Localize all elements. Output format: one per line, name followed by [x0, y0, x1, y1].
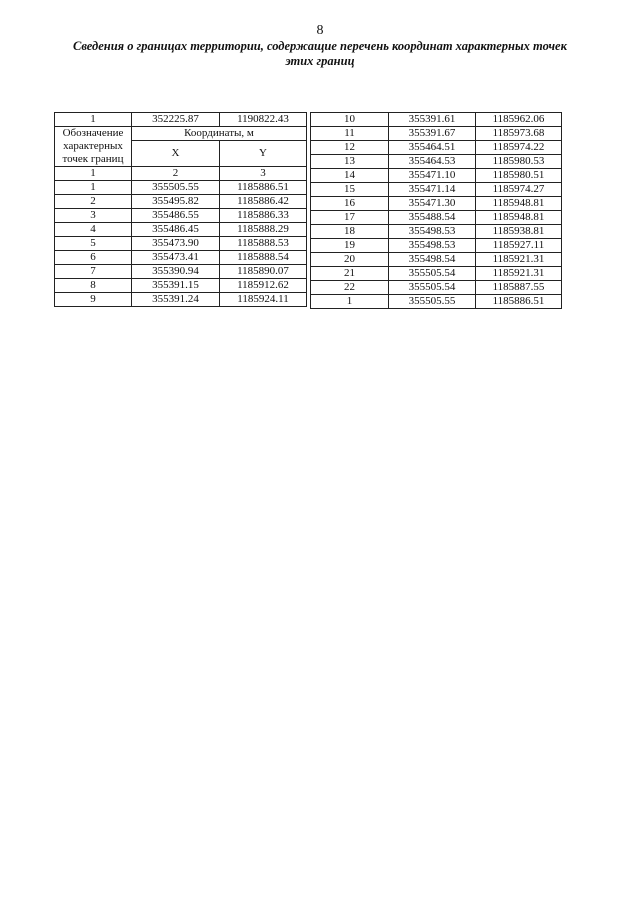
- x-value: 355505.54: [389, 281, 476, 295]
- x-value: 355390.94: [132, 265, 220, 279]
- y-value: 1185888.29: [220, 223, 307, 237]
- y-value: 1185921.31: [476, 267, 562, 281]
- point-number: 4: [55, 223, 132, 237]
- coordinates-table-right: [310, 112, 562, 309]
- x-value: 355495.82: [132, 195, 220, 209]
- point-number: 2: [55, 195, 132, 209]
- page-title-line-1: Сведения о границах территории, содержащие перечень координат характерных точек: [73, 39, 567, 53]
- designation-header-line-1: Обозначение: [62, 127, 124, 139]
- y-value: 1185912.62: [220, 279, 307, 293]
- y-value: 1185974.27: [476, 183, 562, 197]
- y-value: 1185980.51: [476, 169, 562, 183]
- table-header-row: [55, 127, 307, 141]
- y-value: 1185962.06: [476, 113, 562, 127]
- x-value: 355471.10: [389, 169, 476, 183]
- y-header: Y: [220, 141, 307, 167]
- table-row: [55, 251, 307, 265]
- x-value: 355498.53: [389, 225, 476, 239]
- table-row: [311, 239, 562, 253]
- point-number: 10: [311, 113, 389, 127]
- table-row: [311, 253, 562, 267]
- column-number: 2: [132, 167, 220, 181]
- y-value: 1185948.81: [476, 211, 562, 225]
- table-row: [311, 155, 562, 169]
- x-header: X: [132, 141, 220, 167]
- table-row: [55, 237, 307, 251]
- point-number: 14: [311, 169, 389, 183]
- x-value: 355505.55: [389, 295, 476, 309]
- point-number: 1: [55, 181, 132, 195]
- table-row: [311, 127, 562, 141]
- column-number: 3: [220, 167, 307, 181]
- table-row: [55, 195, 307, 209]
- point-number: 11: [311, 127, 389, 141]
- y-value: 1185888.54: [220, 251, 307, 265]
- x-value: 355486.55: [132, 209, 220, 223]
- page-title: [60, 39, 580, 69]
- x-value: 355473.90: [132, 237, 220, 251]
- point-number: 17: [311, 211, 389, 225]
- y-value: 1185980.53: [476, 155, 562, 169]
- point-number: 7: [55, 265, 132, 279]
- point-number: 20: [311, 253, 389, 267]
- point-number: 6: [55, 251, 132, 265]
- table-row: [55, 181, 307, 195]
- table-row: [55, 113, 307, 127]
- column-number: 1: [55, 167, 132, 181]
- y-value: 1185888.53: [220, 237, 307, 251]
- table-row: [311, 295, 562, 309]
- table-row: [311, 141, 562, 155]
- table-cell: 1: [55, 113, 132, 127]
- y-value: 1185973.68: [476, 127, 562, 141]
- point-number: 18: [311, 225, 389, 239]
- table-row: [55, 293, 307, 307]
- table-row: [311, 113, 562, 127]
- y-value: 1185886.51: [220, 181, 307, 195]
- page-number: 8: [316, 23, 324, 38]
- y-value: 1185886.42: [220, 195, 307, 209]
- y-value: 1185921.31: [476, 253, 562, 267]
- table-row: [55, 209, 307, 223]
- table-cell: 352225.87: [132, 113, 220, 127]
- point-number: 13: [311, 155, 389, 169]
- table-row: [55, 279, 307, 293]
- designation-header-line-3: точек границ: [62, 153, 124, 165]
- table-row: [311, 197, 562, 211]
- x-value: 355464.53: [389, 155, 476, 169]
- x-value: 355498.53: [389, 239, 476, 253]
- x-value: 355486.45: [132, 223, 220, 237]
- table-row: [311, 225, 562, 239]
- x-value: 355505.54: [389, 267, 476, 281]
- x-value: 355505.55: [132, 181, 220, 195]
- y-value: 1185886.33: [220, 209, 307, 223]
- x-value: 355464.51: [389, 141, 476, 155]
- coordinates-header: Координаты, м: [132, 127, 307, 141]
- point-number: 15: [311, 183, 389, 197]
- table-row: [311, 183, 562, 197]
- x-value: 355471.14: [389, 183, 476, 197]
- point-number: 19: [311, 239, 389, 253]
- point-number: 16: [311, 197, 389, 211]
- point-number: 1: [311, 295, 389, 309]
- x-value: 355473.41: [132, 251, 220, 265]
- y-value: 1185927.11: [476, 239, 562, 253]
- x-value: 355488.54: [389, 211, 476, 225]
- point-number: 21: [311, 267, 389, 281]
- table-row: [311, 211, 562, 225]
- point-number: 12: [311, 141, 389, 155]
- table-row: [55, 265, 307, 279]
- table-row: [55, 223, 307, 237]
- x-value: 355471.30: [389, 197, 476, 211]
- x-value: 355391.67: [389, 127, 476, 141]
- x-value: 355498.54: [389, 253, 476, 267]
- point-number: 9: [55, 293, 132, 307]
- y-value: 1185890.07: [220, 265, 307, 279]
- page-title-line-2: этих границ: [285, 54, 355, 68]
- point-number: 5: [55, 237, 132, 251]
- coordinates-table-left: [54, 112, 307, 307]
- y-value: 1185948.81: [476, 197, 562, 211]
- point-number: 3: [55, 209, 132, 223]
- x-value: 355391.15: [132, 279, 220, 293]
- y-value: 1185974.22: [476, 141, 562, 155]
- table-row: [311, 267, 562, 281]
- point-number: 8: [55, 279, 132, 293]
- designation-header: [55, 127, 132, 167]
- designation-header-line-2: характерных: [63, 140, 123, 152]
- y-value: 1185886.51: [476, 295, 562, 309]
- table-row: [311, 169, 562, 183]
- x-value: 355391.61: [389, 113, 476, 127]
- y-value: 1185938.81: [476, 225, 562, 239]
- table-row: [311, 281, 562, 295]
- column-number-row: [55, 167, 307, 181]
- y-value: 1185887.55: [476, 281, 562, 295]
- y-value: 1185924.11: [220, 293, 307, 307]
- table-cell: 1190822.43: [220, 113, 307, 127]
- x-value: 355391.24: [132, 293, 220, 307]
- point-number: 22: [311, 281, 389, 295]
